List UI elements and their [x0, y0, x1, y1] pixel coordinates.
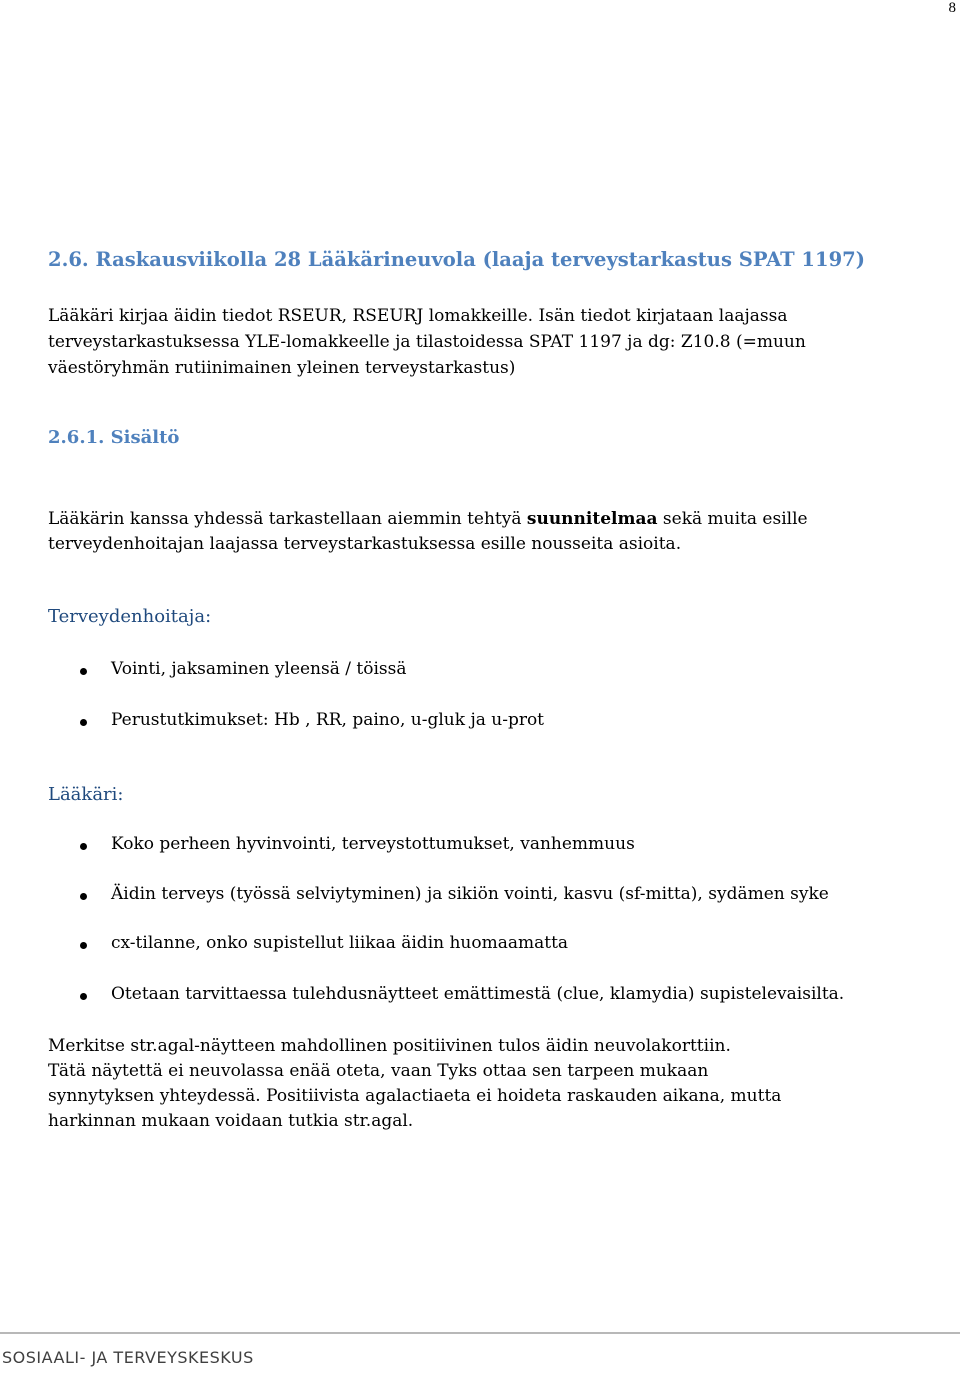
note-line: Merkitse str.agal-näytteen mahdollinen positiivinen tulos äidin neuvolakorttiin.	[48, 1036, 731, 1056]
list-item-text: Otetaan tarvittaessa tulehdusnäytteet emättimestä (clue, klamydia) supistelevaisilta.	[111, 984, 845, 1004]
nurse-label: Terveydenhoitaja:	[48, 606, 212, 627]
list-item-text: Perustutkimukset: Hb , RR, paino, u-gluk ja u-prot	[111, 710, 545, 730]
list-item-text: Koko perheen hyvinvointi, terveystottumukset, vanhemmuus	[111, 834, 635, 854]
emphasis-text: suunnitelmaa	[526, 509, 658, 529]
note-line: harkinnan mukaan voidaan tutkia str.agal.	[48, 1111, 414, 1131]
content-line: terveydenhoitajan laajassa terveystarkastuksessa esille nousseita asioita.	[48, 534, 682, 554]
doctor-label: Lääkäri:	[48, 784, 124, 805]
section-heading: 2.6. Raskausviikolla 28 Lääkärineuvola (laaja terveystarkastus SPAT 1197)	[48, 248, 865, 271]
subsection-heading: 2.6.1. Sisältö	[48, 427, 180, 448]
list-item-text: cx-tilanne, onko supistellut liikaa äidin huomaamatta	[111, 933, 569, 953]
list-item-text: Äidin terveys (työssä selviytyminen) ja sikiön vointi, kasvu (sf-mitta), sydämen syke	[111, 884, 829, 904]
bullet-icon	[80, 893, 87, 900]
footer-divider	[0, 1332, 960, 1334]
intro-line: Lääkäri kirjaa äidin tiedot RSEUR, RSEURJ lomakkeille. Isän tiedot kirjataan laajassa	[48, 306, 788, 326]
intro-line: väestöryhmän rutiinimainen yleinen terveystarkastus)	[48, 358, 516, 378]
content-line	[48, 507, 928, 532]
content-text: Lääkärin kanssa yhdessä tarkastellaan aiemmin tehtyä	[48, 509, 527, 529]
intro-paragraph	[48, 303, 928, 381]
note-line: Tätä näytettä ei neuvolassa enää oteta, vaan Tyks ottaa sen tarpeen mukaan	[48, 1061, 709, 1081]
footer-organization: SOSIAALI- JA TERVEYSKESKUS	[2, 1348, 254, 1367]
content-paragraph	[48, 507, 928, 557]
bullet-icon	[80, 993, 87, 1000]
note-line: synnytyksen yhteydessä. Positiivista agalactiaeta ei hoideta raskauden aikana, mutta	[48, 1086, 782, 1106]
content-text: sekä muita esille	[657, 509, 808, 529]
bullet-icon	[80, 719, 87, 726]
bullet-icon	[80, 942, 87, 949]
list-item-text: Vointi, jaksaminen yleensä / töissä	[111, 659, 407, 679]
intro-line: terveystarkastuksessa YLE-lomakkeelle ja tilastoidessa SPAT 1197 ja dg: Z10.8 (=muun	[48, 332, 806, 352]
page-number: 8	[948, 0, 956, 16]
bullet-icon	[80, 843, 87, 850]
note-paragraph	[48, 1034, 928, 1134]
bullet-icon	[80, 668, 87, 675]
